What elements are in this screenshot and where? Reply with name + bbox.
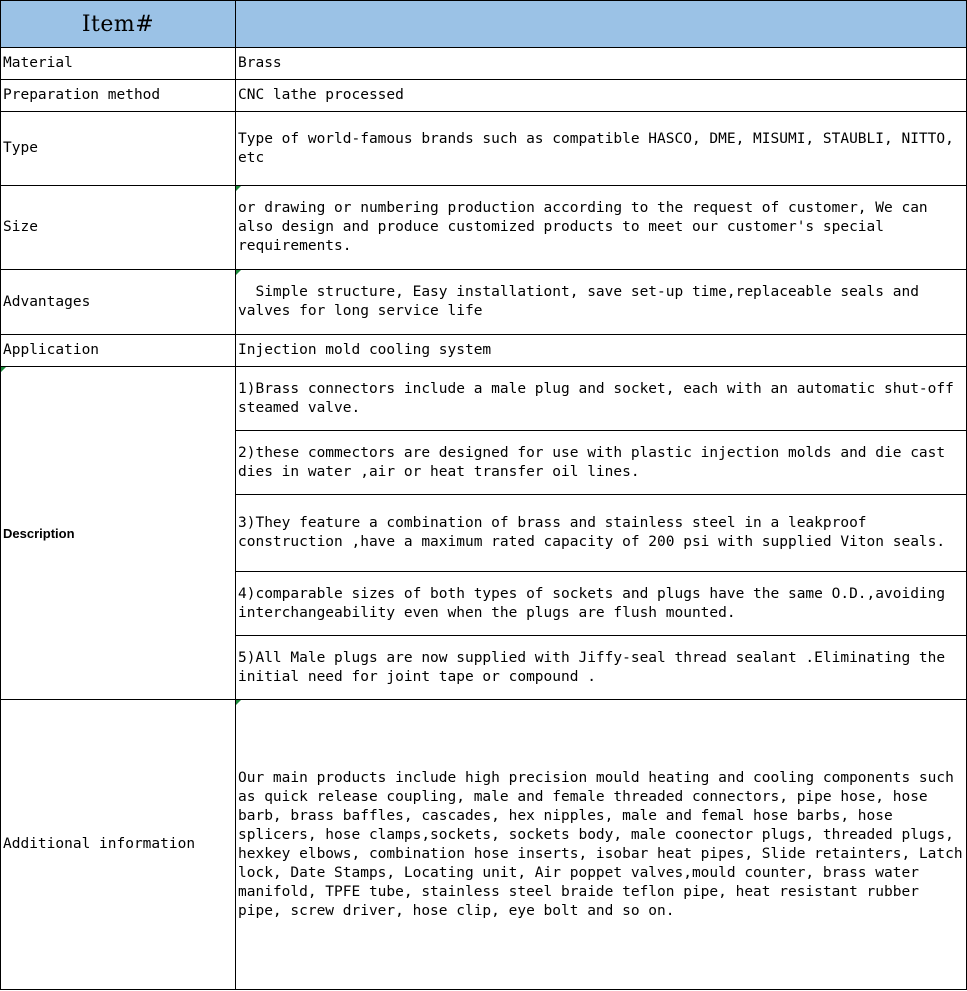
additional-label: Additional information xyxy=(1,700,236,990)
material-label: Material xyxy=(1,48,236,80)
row-application xyxy=(1,335,967,367)
material-value: Brass xyxy=(236,48,967,80)
row-type xyxy=(1,112,967,186)
header-label: Item# xyxy=(1,1,236,48)
description-label: Description xyxy=(1,367,236,700)
row-description-1 xyxy=(1,367,967,431)
header-value xyxy=(236,1,967,48)
row-size xyxy=(1,186,967,270)
row-preparation xyxy=(1,80,967,112)
row-advantages xyxy=(1,270,967,335)
size-label: Size xyxy=(1,186,236,270)
advantages-label: Advantages xyxy=(1,270,236,335)
type-value: Type of world-famous brands such as compatible HASCO, DME, MISUMI, STAUBLI, NITTO, etc xyxy=(236,112,967,186)
description-item: 5)All Male plugs are now supplied with Jiffy-seal thread sealant .Eliminating the initial need for joint tape or compound . xyxy=(236,636,967,700)
description-item: 2)these commectors are designed for use with plastic injection molds and die cast dies in water ,air or heat transfer oil lines. xyxy=(236,431,967,495)
additional-value: Our main products include high precision mould heating and cooling components such as quick release coupling, male and female threaded connectors, pipe hose, hose barb, brass baffles, cascades, hex nipples, male and femal hose barbs, hose splicers, hose clamps,sockets, sockets body, male coonector plugs, threaded plugs, hexkey elbows, combination hose inserts, isobar heat pipes, Slide retainters, Latch lock, Date Stamps, Locating unit, Air poppet valves,mould counter, brass water manifold, TPFE tube, stainless steel braide teflon pipe, heat resistant rubber pipe, screw driver, hose clip, eye bolt and so on. xyxy=(236,700,967,990)
type-label: Type xyxy=(1,112,236,186)
preparation-value: CNC lathe processed xyxy=(236,80,967,112)
size-value: or drawing or numbering production according to the request of customer, We can also design and produce customized products to meet our customer's special requirements. xyxy=(236,186,967,270)
description-item: 4)comparable sizes of both types of sockets and plugs have the same O.D.,avoiding interchangeability even when the plugs are flush mounted. xyxy=(236,572,967,636)
description-item: 3)They feature a combination of brass and stainless steel in a leakproof construction ,have a maximum rated capacity of 200 psi with supplied Viton seals. xyxy=(236,495,967,572)
advantages-value: Simple structure, Easy installationt, save set-up time,replaceable seals and valves for long service life xyxy=(236,270,967,335)
application-value: Injection mold cooling system xyxy=(236,335,967,367)
application-label: Application xyxy=(1,335,236,367)
row-material xyxy=(1,48,967,80)
row-additional xyxy=(1,700,967,990)
header-row xyxy=(1,1,967,48)
preparation-label: Preparation method xyxy=(1,80,236,112)
description-item: 1)Brass connectors include a male plug and socket, each with an automatic shut-off steamed valve. xyxy=(236,367,967,431)
